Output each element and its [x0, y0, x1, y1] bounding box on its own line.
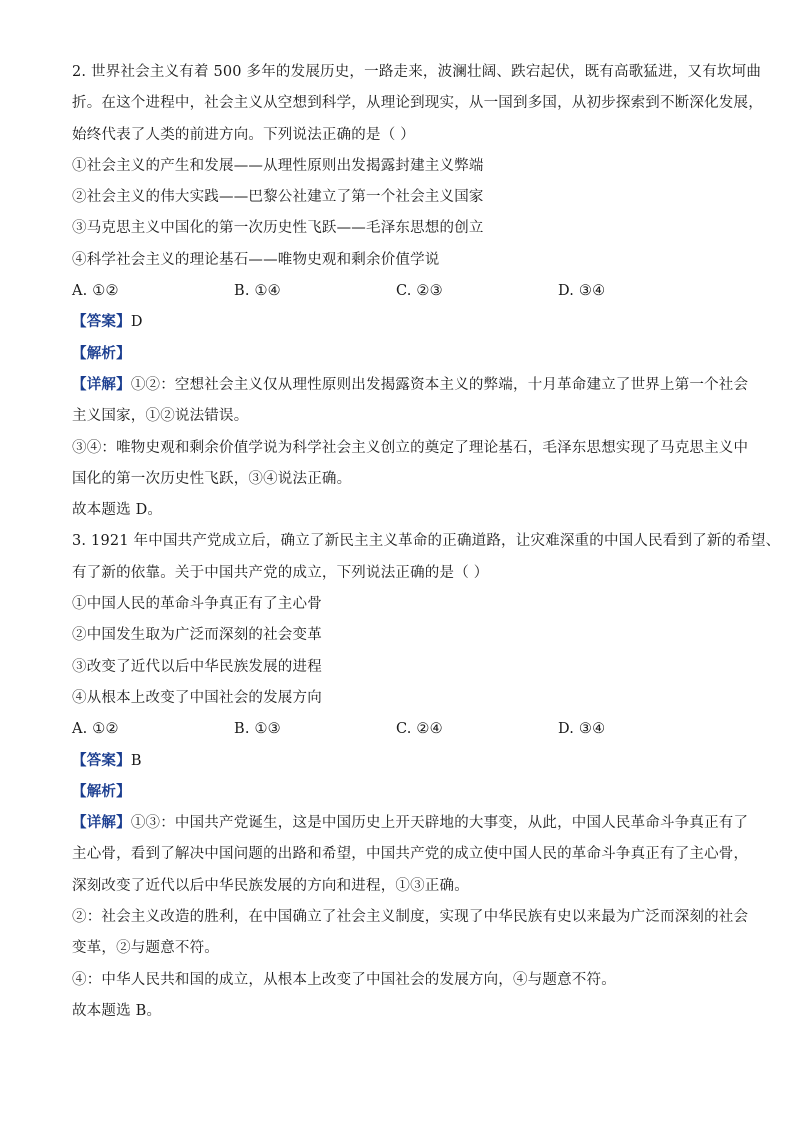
question-stem-line: 2. 世界社会主义有着 500 多年的发展历史，一路走来，波澜壮阔、跌宕起伏，既有高歌猛进，又有坎坷曲: [72, 64, 762, 80]
detail-text: ①②：空想社会主义仅从理性原则出发揭露资本主义的弊端，十月革命建立了世界上第一个社会: [130, 376, 749, 393]
detail-tag: 【详解】: [72, 375, 131, 393]
conclusion-line: 故本题选 D。: [72, 502, 163, 519]
answer-line: [72, 312, 722, 332]
question-2: [72, 62, 763, 520]
analysis-line: [72, 782, 722, 802]
option-b: B. ①③: [234, 721, 281, 738]
detail-line: 主心骨，看到了解决中国问题的出路和希望，中国共产党的成立使中国人民的革命斗争真正有了主心骨，: [72, 846, 749, 863]
answer-line: [72, 751, 722, 771]
question-stem-line: 始终代表了人类的前进方向。下列说法正确的是（ ）: [72, 126, 415, 143]
detail-line: 变革，②与题意不符。: [72, 940, 219, 957]
detail-line: 主义国家，①②说法错误。: [72, 408, 249, 425]
option-c: C. ②④: [396, 721, 443, 738]
option-a: A. ①②: [72, 283, 119, 300]
option-c: C. ②③: [396, 283, 443, 300]
question-stem-line: 3. 1921 年中国共产党成立后，确立了新民主主义革命的正确道路，让灾难深重的中国人民看到了新的希望、: [72, 533, 781, 550]
answer-options: [72, 281, 722, 301]
answer-value: B: [130, 752, 142, 769]
statement-2: ②社会主义的伟大实践——巴黎公社建立了第一个社会主义国家: [72, 189, 484, 206]
analysis-tag: 【解析】: [72, 782, 131, 800]
option-d: D. ③④: [558, 721, 606, 738]
statement-4: ④从根本上改变了中国社会的发展方向: [72, 689, 322, 706]
detail-line: ④：中华人民共和国的成立，从根本上改变了中国社会的发展方向，④与题意不符。: [72, 971, 616, 988]
detail-line: 深刻改变了近代以后中华民族发展的方向和进程，①③正确。: [72, 877, 469, 894]
answer-value: D: [130, 314, 143, 331]
detail-line: 国化的第一次历史性飞跃，③④说法正确。: [72, 470, 352, 487]
detail-line: [72, 375, 749, 395]
answer-options: [72, 719, 722, 739]
option-d: D. ③④: [558, 283, 606, 300]
conclusion-line: 故本题选 B。: [72, 1002, 162, 1019]
analysis-line: [72, 344, 722, 364]
answer-tag: 【答案】: [72, 313, 131, 331]
question-3: [72, 531, 781, 1020]
statement-4: ④科学社会主义的理论基石——唯物史观和剩余价值学说: [72, 251, 440, 268]
statement-2: ②中国发生取为广泛而深刻的社会变革: [72, 627, 322, 644]
statement-1: ①社会主义的产生和发展——从理性原则出发揭露封建主义弊端: [72, 157, 484, 174]
question-stem-line: 有了新的依靠。关于中国共产党的成立，下列说法正确的是（ ）: [72, 564, 489, 581]
statement-1: ①中国人民的革命斗争真正有了主心骨: [72, 596, 322, 613]
question-stem-line: 折。在这个进程中，社会主义从空想到科学，从理论到现实，从一国到多国，从初步探索到不断深化发展，: [72, 95, 763, 112]
statement-3: ③改变了近代以后中华民族发展的进程: [72, 658, 322, 675]
detail-line: [72, 813, 749, 833]
analysis-tag: 【解析】: [72, 344, 131, 362]
statement-3: ③马克思主义中国化的第一次历史性飞跃——毛泽东思想的创立: [72, 220, 484, 237]
detail-tag: 【详解】: [72, 814, 131, 832]
detail-text: ①③：中国共产党诞生，这是中国历史上开天辟地的大事变，从此，中国人民革命斗争真正有了: [130, 815, 749, 832]
option-b: B. ①④: [234, 283, 281, 300]
document-page: [72, 62, 781, 1032]
detail-line: ②：社会主义改造的胜利，在中国确立了社会主义制度，实现了中华民族有史以来最为广泛而深刻的社会: [72, 909, 749, 926]
answer-tag: 【答案】: [72, 751, 131, 769]
option-a: A. ①②: [72, 721, 119, 738]
detail-line: ③④：唯物史观和剩余价值学说为科学社会主义创立的奠定了理论基石，毛泽东思想实现了马克思主义中: [72, 439, 749, 456]
